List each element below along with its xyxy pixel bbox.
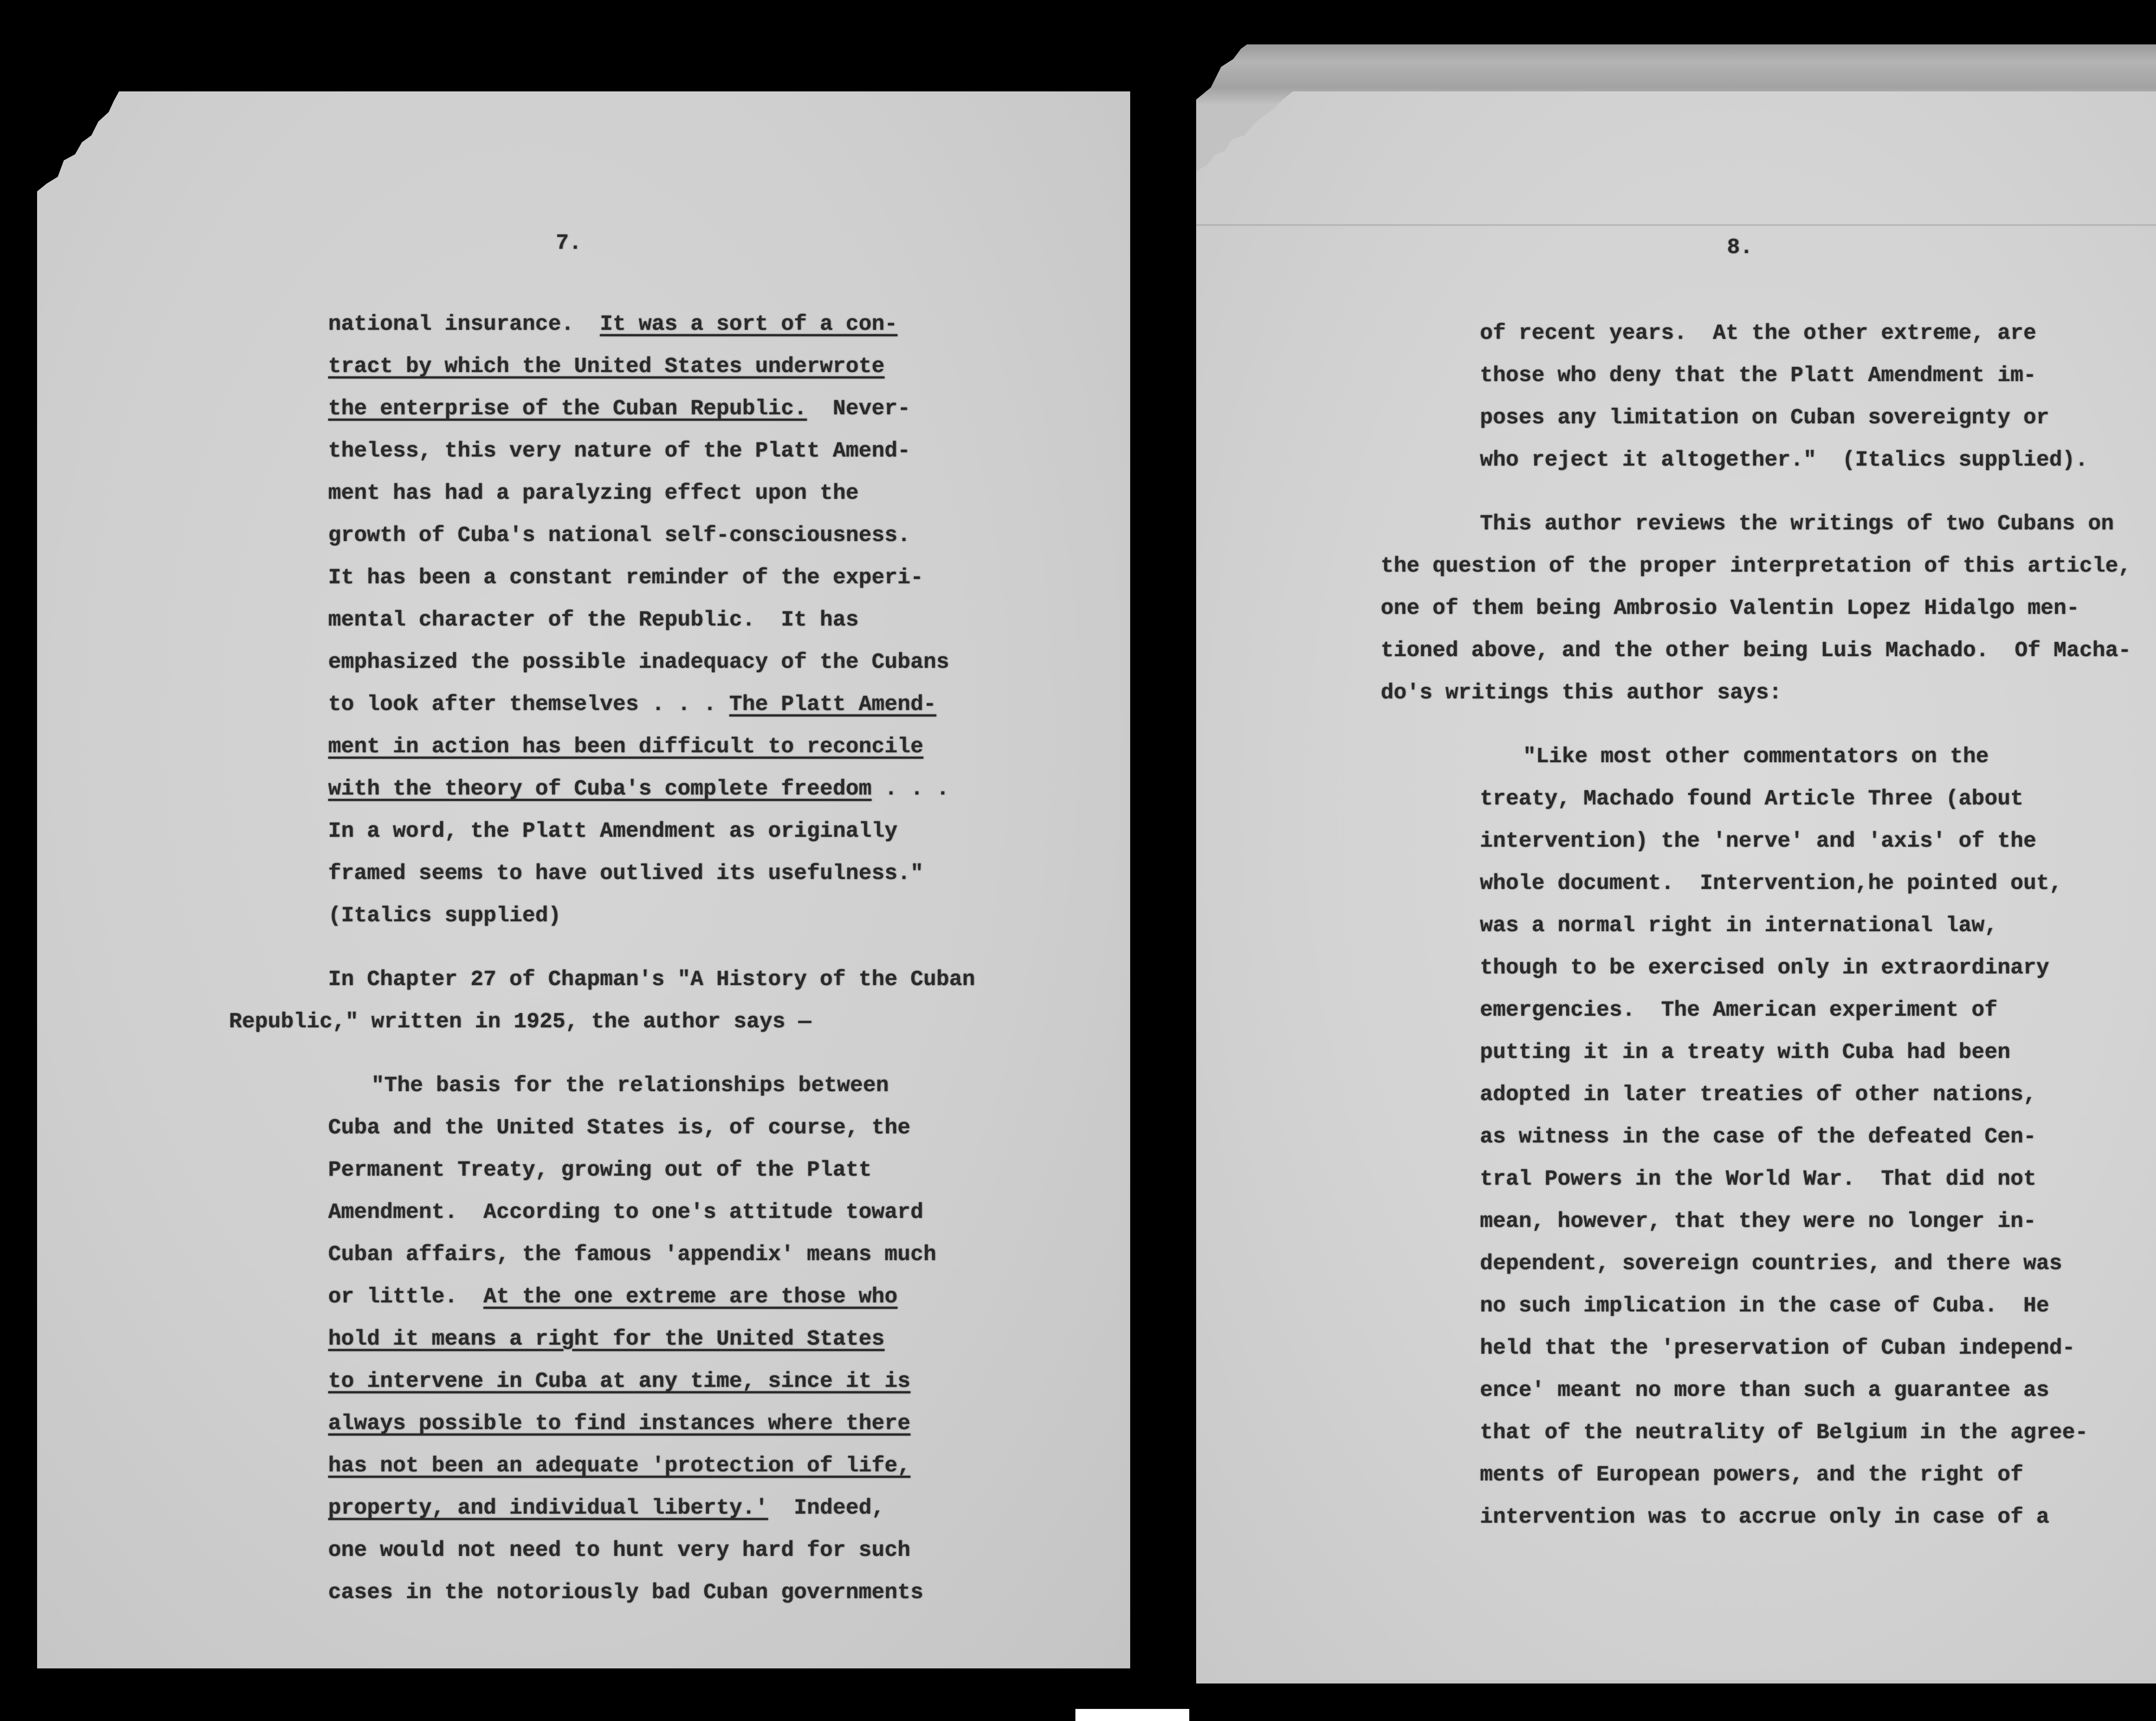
text-segment: emergencies. The American experiment of	[1480, 998, 1998, 1023]
text-segment: In Chapter 27 of Chapman's "A History of the Cuban	[328, 967, 975, 992]
text-line	[1381, 630, 2156, 672]
underlined-text: always possible to find instances where there	[328, 1411, 911, 1436]
underlined-text: It was a sort of a con-	[600, 312, 898, 337]
text-line	[1381, 1285, 2156, 1327]
text-line	[229, 430, 1091, 472]
text-segment: mental character of the Republic. It has	[328, 608, 859, 632]
text-segment: growth of Cuba's national self-consciousness.	[328, 523, 911, 548]
text-segment: framed seems to have outlived its usefulness."	[328, 861, 924, 886]
text-line	[1381, 947, 2156, 989]
body-paragraph	[229, 959, 1091, 1043]
text-segment: Republic," written in 1925, the author says —	[229, 1010, 812, 1034]
text-line	[229, 1361, 1091, 1403]
text-line	[229, 768, 1091, 810]
text-line	[229, 810, 1091, 853]
quoted-passage	[1381, 313, 2156, 482]
text-line	[229, 1149, 1091, 1192]
text-line	[1381, 313, 2156, 355]
text-segment: was a normal right in international law,	[1480, 914, 1998, 938]
text-line	[229, 1487, 1091, 1530]
text-line	[1381, 355, 2156, 397]
text-segment: "The basis for the relationships between	[371, 1073, 889, 1098]
text-segment: as witness in the case of the defeated Cen-	[1480, 1125, 2037, 1149]
text-segment: "Like most other commentators on the	[1523, 745, 1989, 769]
text-line	[1381, 1158, 2156, 1201]
text-segment: one would not need to hunt very hard for such	[328, 1538, 911, 1563]
text-line	[1381, 672, 2156, 714]
text-line	[229, 1192, 1091, 1234]
text-line	[1381, 1370, 2156, 1412]
text-segment: In a word, the Platt Amendment as originally	[328, 819, 898, 844]
text-segment: Permanent Treaty, growing out of the Platt	[328, 1158, 872, 1183]
text-segment: though to be exercised only in extraordinary	[1480, 956, 2049, 980]
text-segment: of recent years. At the other extreme, are	[1480, 321, 2037, 346]
text-line	[229, 1318, 1091, 1361]
text-line	[1381, 989, 2156, 1032]
text-line	[1381, 820, 2156, 863]
text-segment: whole document. Intervention,he pointed out,	[1480, 871, 2062, 896]
text-line	[229, 1403, 1091, 1445]
text-line	[229, 1530, 1091, 1572]
text-line	[229, 641, 1091, 684]
text-line	[1381, 1496, 2156, 1539]
text-segment: that of the neutrality of Belgium in the agree-	[1480, 1421, 2088, 1445]
text-line	[229, 1234, 1091, 1276]
text-line	[229, 304, 1091, 346]
text-line	[1381, 1412, 2156, 1454]
text-segment: no such implication in the case of Cuba. He	[1480, 1294, 2049, 1318]
text-line	[1381, 1327, 2156, 1370]
text-line	[1381, 545, 2156, 588]
text-line	[1381, 1201, 2156, 1243]
text-segment: one of them being Ambrosio Valentin Lopez Hidalgo men-	[1381, 596, 2080, 621]
text-segment: national insurance.	[328, 312, 600, 337]
underlined-text: At the one extreme are those who	[483, 1285, 898, 1309]
text-segment: who reject it altogether." (Italics supplied).	[1480, 448, 2088, 472]
text-line	[229, 1001, 1091, 1043]
text-segment: those who deny that the Platt Amendment im-	[1480, 363, 2037, 388]
text-segment: putting it in a treaty with Cuba had been	[1480, 1040, 2011, 1065]
text-line	[229, 557, 1091, 599]
text-segment: ments of European powers, and the right of	[1480, 1463, 2024, 1487]
text-segment: cases in the notoriously bad Cuban governments	[328, 1580, 924, 1605]
text-line	[1381, 736, 2156, 778]
text-segment: theless, this very nature of the Platt Amend-	[328, 439, 911, 463]
text-segment: intervention was to accrue only in case of a	[1480, 1505, 2049, 1530]
text-line	[229, 853, 1091, 895]
text-line	[229, 684, 1091, 726]
text-line	[229, 1572, 1091, 1614]
text-line	[1381, 1074, 2156, 1116]
text-line	[1381, 778, 2156, 820]
text-line	[229, 726, 1091, 768]
text-line	[1381, 1454, 2156, 1496]
page-number: 7.	[556, 231, 582, 256]
text-segment: intervention) the 'nerve' and 'axis' of the	[1480, 829, 2037, 854]
left-page-body-text	[229, 304, 1091, 1614]
text-line	[229, 895, 1091, 937]
underlined-text: the enterprise of the Cuban Republic.	[328, 397, 807, 421]
text-segment: It has been a constant reminder of the experi-	[328, 566, 924, 590]
text-line	[229, 346, 1091, 388]
text-line	[1381, 439, 2156, 482]
text-segment: emphasized the possible inadequacy of the Cubans	[328, 650, 950, 675]
text-segment: Amendment. According to one's attitude toward	[328, 1200, 924, 1225]
text-segment: Cuban affairs, the famous 'appendix' means much	[328, 1242, 937, 1267]
text-segment: ment has had a paralyzing effect upon the	[328, 481, 859, 506]
text-segment: tral Powers in the World War. That did not	[1480, 1167, 2037, 1192]
text-segment: held that the 'preservation of Cuban independ-	[1480, 1336, 2075, 1361]
text-line	[229, 472, 1091, 515]
text-line	[1381, 1032, 2156, 1074]
text-segment: ence' meant no more than such a guarantee as	[1480, 1378, 2049, 1403]
text-segment: mean, however, that they were no longer in-	[1480, 1209, 2037, 1234]
underlined-text: ment in action has been difficult to reconcile	[328, 735, 924, 759]
text-segment: Cuba and the United States is, of course, the	[328, 1116, 911, 1140]
text-line	[1381, 1243, 2156, 1285]
text-line	[1381, 905, 2156, 947]
text-segment: dependent, sovereign countries, and there was	[1480, 1252, 2062, 1276]
text-line	[1381, 863, 2156, 905]
text-line	[229, 1276, 1091, 1318]
text-line	[229, 1445, 1091, 1487]
text-segment: This author reviews the writings of two Cubans on	[1480, 512, 2114, 536]
text-segment: Never-	[807, 397, 911, 421]
text-line	[1381, 588, 2156, 630]
page-number: 8.	[1727, 235, 1753, 260]
scan-edge-strip	[1075, 1709, 1189, 1721]
text-segment: adopted in later treaties of other nations,	[1480, 1083, 2037, 1107]
body-paragraph	[1381, 503, 2156, 714]
underlined-text: tract by which the United States underwrote	[328, 354, 885, 379]
text-segment: Indeed,	[768, 1496, 885, 1521]
text-segment: or little.	[328, 1285, 484, 1309]
text-line	[229, 599, 1091, 641]
text-line	[229, 1107, 1091, 1149]
text-segment: poses any limitation on Cuban sovereignty or	[1480, 406, 2049, 430]
underlined-text: hold it means a right for the United States	[328, 1327, 885, 1352]
quoted-passage	[1381, 736, 2156, 1539]
right-page-body-text	[1381, 313, 2156, 1539]
text-segment: treaty, Machado found Article Three (about	[1480, 787, 2024, 811]
text-line	[1381, 503, 2156, 545]
underlined-text: property, and individual liberty.'	[328, 1496, 768, 1521]
underlined-text: The Platt Amend-	[729, 692, 937, 717]
faint-fold-line	[1196, 224, 2156, 226]
text-segment: tioned above, and the other being Luis Machado. Of Macha-	[1381, 638, 2131, 663]
text-segment: . . .	[871, 777, 950, 801]
underlined-text: has not been an adequate 'protection of life,	[328, 1454, 911, 1478]
text-segment: to look after themselves . . .	[328, 692, 730, 717]
text-segment: do's writings this author says:	[1381, 681, 1782, 705]
text-segment: (Italics supplied)	[328, 904, 561, 928]
text-line	[229, 515, 1091, 557]
text-line	[229, 959, 1091, 1001]
quoted-passage	[229, 304, 1091, 937]
text-segment: the question of the proper interpretation of this article,	[1381, 554, 2131, 579]
text-line	[229, 388, 1091, 430]
text-line	[1381, 397, 2156, 439]
underlined-text: to intervene in Cuba at any time, since it is	[328, 1369, 911, 1394]
text-line	[229, 1065, 1091, 1107]
quoted-passage	[229, 1065, 1091, 1614]
text-line	[1381, 1116, 2156, 1158]
underlined-text: with the theory of Cuba's complete freedom	[328, 777, 872, 801]
